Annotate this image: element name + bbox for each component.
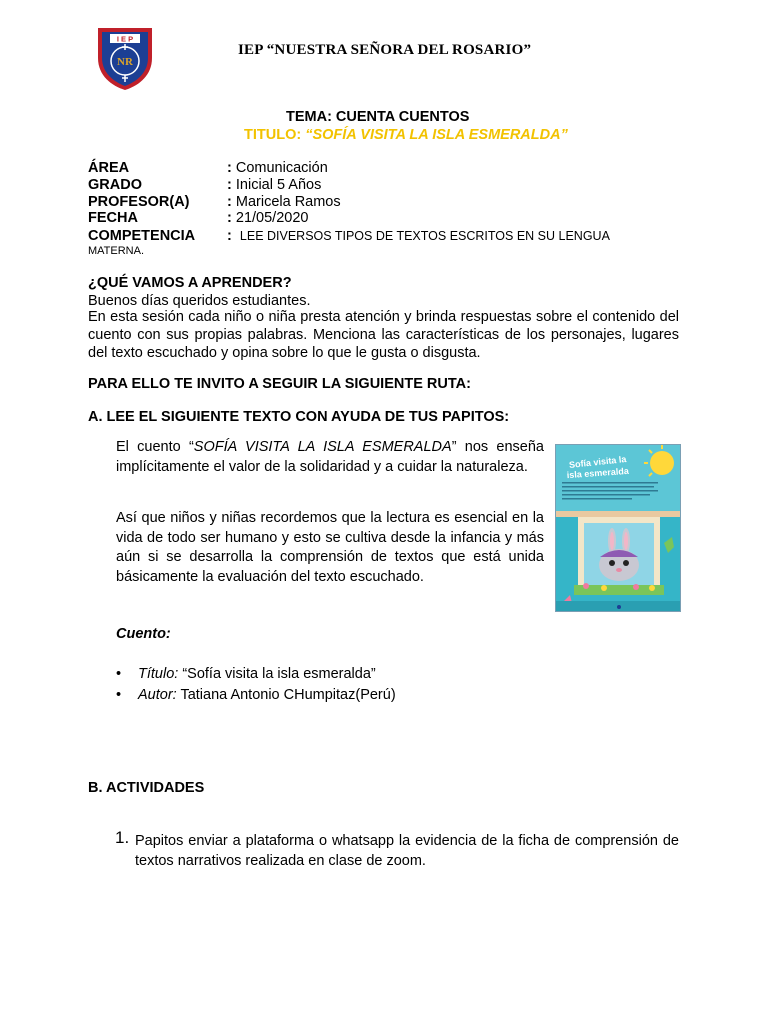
aprender-heading: ¿QUÉ VAMOS A APRENDER? — [88, 275, 292, 291]
logo-text: I E P — [116, 34, 134, 44]
info-label-competencia: COMPETENCIA — [88, 228, 196, 244]
aprender-body: En esta sesión cada niño o niña presta atención y brinda respuestas sobre el contenido del cuento con sus propias palabras. Menciona las características de los personajes, lugares del texto escuchado y opina sobre lo que le gusta o disgusta. — [88, 309, 679, 361]
activity-text: Papitos enviar a plataforma o whatsapp la evidencia de la ficha de comprensión de textos narrativos realizada en clase de zoom. — [135, 833, 679, 869]
info-value-profesor: : Maricela Ramos — [227, 194, 341, 210]
section-a-heading: A. LEE EL SIGUIENTE TEXTO CON AYUDA DE TUS PAPITOS: — [88, 409, 510, 425]
section-a-paragraph-1: El cuento “SOFÍA VISITA LA ISLA ESMERALDA” nos enseña implícitamente el valor de la solidaridad y a cuidar la naturaleza. — [116, 439, 544, 475]
list-item-titulo: • Título: “Sofía visita la isla esmeralda” — [116, 666, 376, 682]
titulo-heading — [244, 127, 568, 143]
cuento-label: Cuento: — [116, 626, 171, 642]
info-value-competencia: : LEE DIVERSOS TIPOS DE TEXTOS ESCRITOS EN SU LENGUA — [227, 228, 610, 244]
info-value-fecha: : 21/05/2020 — [227, 210, 309, 226]
svg-text:NR: NR — [117, 56, 133, 68]
ruta-heading: PARA ELLO TE INVITO A SEGUIR LA SIGUIENTE RUTA: — [88, 376, 471, 392]
info-label-fecha: FECHA — [88, 210, 138, 226]
school-name: IEP “NUESTRA SEÑORA DEL ROSARIO” — [238, 42, 532, 58]
titulo-prefix: TITULO: — [244, 127, 306, 143]
book-cover-image — [555, 444, 681, 612]
info-value-competencia-cont: MATERNA. — [88, 245, 145, 257]
cover-title-2: isla esmeralda — [566, 465, 630, 481]
info-label-profesor: PROFESOR(A) — [88, 194, 190, 210]
activity-number: 1. — [115, 828, 130, 847]
info-value-area: : Comunicación — [227, 160, 328, 176]
section-b-heading: B. ACTIVIDADES — [88, 780, 205, 796]
section-a-paragraph-2: Así que niños y niñas recordemos que la lectura es esencial en la vida de todo ser humano y esto se cultiva desde la infancia y más aún si se desarrolla la comprensión de textos que está unida básicamente la evaluación del texto escuchado. — [116, 510, 544, 585]
cover-title-1: Sofía visita la — [568, 454, 627, 470]
info-value-grado: : Inicial 5 Años — [227, 177, 322, 193]
info-label-area: ÁREA — [88, 160, 130, 176]
list-item-autor: • Autor: Tatiana Antonio CHumpitaz(Perú) — [116, 687, 396, 703]
titulo-name: “SOFÍA VISITA LA ISLA ESMERALDA” — [305, 127, 568, 143]
school-logo — [92, 24, 158, 92]
tema-heading: TEMA: CUENTA CUENTOS — [286, 109, 470, 125]
info-label-grado: GRADO — [88, 177, 142, 193]
aprender-greeting: Buenos días queridos estudiantes. — [88, 293, 311, 309]
